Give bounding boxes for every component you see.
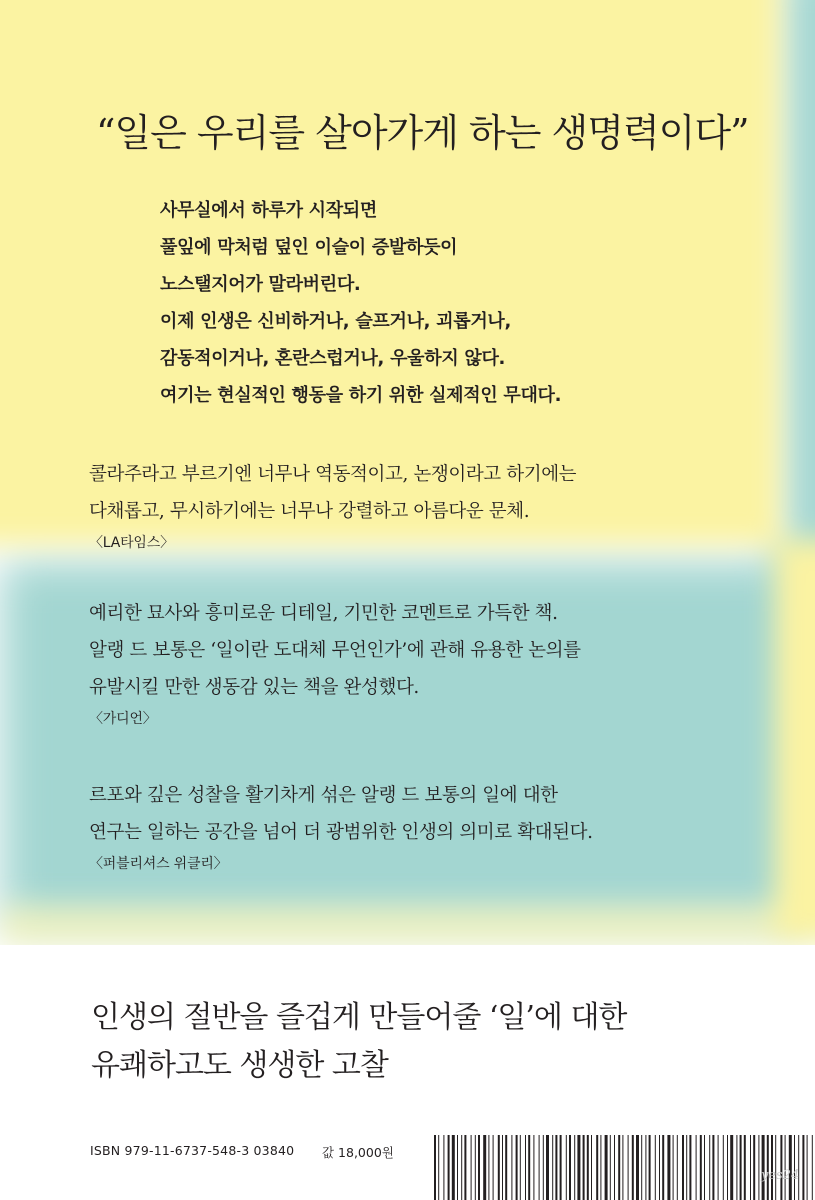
barcode-bar bbox=[807, 1135, 808, 1200]
barcode-bar bbox=[802, 1135, 804, 1200]
barcode-bar bbox=[689, 1135, 691, 1200]
barcode-bar bbox=[587, 1135, 589, 1200]
barcode-bar bbox=[452, 1135, 455, 1200]
barcode-bar bbox=[758, 1135, 759, 1200]
barcode-bar bbox=[618, 1135, 620, 1200]
barcode-bar bbox=[696, 1135, 697, 1200]
barcode-bar bbox=[525, 1135, 526, 1200]
barcode-bar bbox=[655, 1135, 656, 1200]
barcode-bar bbox=[622, 1135, 623, 1200]
poem-block bbox=[160, 192, 780, 414]
review-source: 〈가디언〉 bbox=[89, 711, 157, 727]
barcode-bar bbox=[730, 1135, 733, 1200]
barcode-bar bbox=[753, 1135, 755, 1200]
barcode-bar bbox=[649, 1135, 651, 1200]
barcode-bar bbox=[636, 1135, 639, 1200]
barcode-bar bbox=[704, 1135, 705, 1200]
barcode-bar bbox=[555, 1135, 557, 1200]
barcode-bar bbox=[610, 1135, 611, 1200]
barcode-bar bbox=[605, 1135, 608, 1200]
barcode bbox=[432, 1135, 815, 1200]
review-line: 콜라주라고 부르기엔 너무나 역동적이고, 논쟁이라고 하기에는 bbox=[89, 464, 577, 485]
barcode-bar bbox=[493, 1135, 494, 1200]
tagline-line: 유쾌하고도 생생한 고찰 bbox=[91, 1048, 388, 1083]
barcode-bar bbox=[712, 1135, 714, 1200]
review-line: 연구는 일하는 공간을 넘어 더 광범위한 인생의 의미로 확대된다. bbox=[89, 822, 593, 843]
barcode-bar bbox=[528, 1135, 530, 1200]
review-la-times bbox=[89, 456, 769, 556]
barcode-bar bbox=[511, 1135, 512, 1200]
barcode-bar bbox=[600, 1135, 601, 1200]
review-publishers-weekly bbox=[89, 777, 769, 877]
barcode-bar bbox=[577, 1135, 580, 1200]
barcode-bar bbox=[628, 1135, 629, 1200]
review-line: 유발시킬 만한 생동감 있는 책을 완성했다. bbox=[89, 677, 419, 698]
barcode-bar bbox=[812, 1135, 813, 1200]
review-source: 〈LA타임스〉 bbox=[89, 535, 174, 551]
review-source: 〈퍼블리셔스 위클리〉 bbox=[89, 856, 228, 872]
barcode-bar bbox=[727, 1135, 728, 1200]
barcode-bar bbox=[505, 1135, 507, 1200]
review-line: 다채롭고, 무시하기에는 너무나 강렬하고 아름다운 문체. bbox=[89, 501, 530, 522]
barcode-bar bbox=[478, 1135, 480, 1200]
poem-line: 이제 인생은 신비하거나, 슬프거나, 괴롭거나, bbox=[160, 311, 512, 332]
barcode-bar bbox=[723, 1135, 724, 1200]
barcode-bar bbox=[438, 1135, 439, 1200]
barcode-bar bbox=[569, 1135, 571, 1200]
price-text: 값 18,000원 bbox=[322, 1145, 394, 1160]
poem-line: 감동적이거나, 혼란스럽거나, 우울하지 않다. bbox=[160, 348, 506, 369]
tagline bbox=[91, 994, 791, 1090]
barcode-bar bbox=[662, 1135, 664, 1200]
barcode-bar bbox=[740, 1135, 742, 1200]
barcode-bar bbox=[533, 1135, 534, 1200]
barcode-bar bbox=[583, 1135, 585, 1200]
barcode-bar bbox=[659, 1135, 660, 1200]
poem-line: 노스탤지어가 말라버린다. bbox=[160, 274, 361, 295]
tagline-line: 인생의 절반을 즐겁게 만들어줄 ‘일’에 대한 bbox=[91, 1000, 627, 1035]
barcode-bar bbox=[457, 1135, 458, 1200]
barcode-bar bbox=[736, 1135, 737, 1200]
poem-line: 사무실에서 하루가 시작되면 bbox=[160, 200, 377, 221]
barcode-bar bbox=[677, 1135, 678, 1200]
headline: “일은 우리를 살아가게 하는 생명력이다” bbox=[96, 111, 749, 155]
review-guardian bbox=[89, 595, 769, 732]
yes24-watermark-logo: yes24 bbox=[761, 1168, 800, 1183]
barcode-bar bbox=[667, 1135, 670, 1200]
barcode-bar bbox=[750, 1135, 751, 1200]
barcode-bar bbox=[700, 1135, 702, 1200]
barcode-bar bbox=[686, 1135, 687, 1200]
poem-line: 풀잎에 막처럼 덮인 이슬이 증발하듯이 bbox=[160, 237, 458, 258]
barcode-bar bbox=[471, 1135, 472, 1200]
barcode-bar bbox=[488, 1135, 489, 1200]
barcode-bar bbox=[502, 1135, 503, 1200]
isbn-text: ISBN 979-11-6737-548-3 03840 bbox=[90, 1143, 295, 1158]
barcode-bar bbox=[744, 1135, 746, 1200]
review-line: 예리한 묘사와 흥미로운 디테일, 기민한 코멘트로 가득한 책. bbox=[89, 603, 558, 624]
barcode-bar bbox=[520, 1135, 521, 1200]
barcode-bar bbox=[709, 1135, 710, 1200]
barcode-bar bbox=[498, 1135, 500, 1200]
barcode-bar bbox=[434, 1135, 436, 1200]
poem-line: 여기는 현실적인 행동을 하기 위한 실제적인 무대다. bbox=[160, 385, 562, 406]
barcode-bar bbox=[645, 1135, 646, 1200]
barcode-bar bbox=[566, 1135, 567, 1200]
barcode-bar bbox=[718, 1135, 719, 1200]
barcode-bar bbox=[543, 1135, 544, 1200]
barcode-bar bbox=[552, 1135, 553, 1200]
barcode-bar bbox=[591, 1135, 592, 1200]
barcode-bar bbox=[560, 1135, 562, 1200]
barcode-bar bbox=[632, 1135, 634, 1200]
barcode-bar bbox=[682, 1135, 684, 1200]
barcode-bar bbox=[461, 1135, 462, 1200]
barcode-bar bbox=[546, 1135, 549, 1200]
barcode-bar bbox=[464, 1135, 466, 1200]
barcode-bar bbox=[483, 1135, 486, 1200]
barcode-bar bbox=[614, 1135, 615, 1200]
barcode-bar bbox=[673, 1135, 674, 1200]
barcode-bar bbox=[475, 1135, 476, 1200]
barcode-bar bbox=[443, 1135, 444, 1200]
barcode-bar bbox=[448, 1135, 450, 1200]
review-line: 알랭 드 보통은 ‘일이란 도대체 무언인가’에 관해 유용한 논의를 bbox=[89, 640, 581, 661]
barcode-bar bbox=[516, 1135, 518, 1200]
review-line: 르포와 깊은 성찰을 활기차게 섞은 알랭 드 보통의 일에 대한 bbox=[89, 785, 558, 806]
barcode-bar bbox=[596, 1135, 598, 1200]
barcode-bar bbox=[539, 1135, 540, 1200]
barcode-bar bbox=[574, 1135, 575, 1200]
barcode-bar bbox=[641, 1135, 642, 1200]
